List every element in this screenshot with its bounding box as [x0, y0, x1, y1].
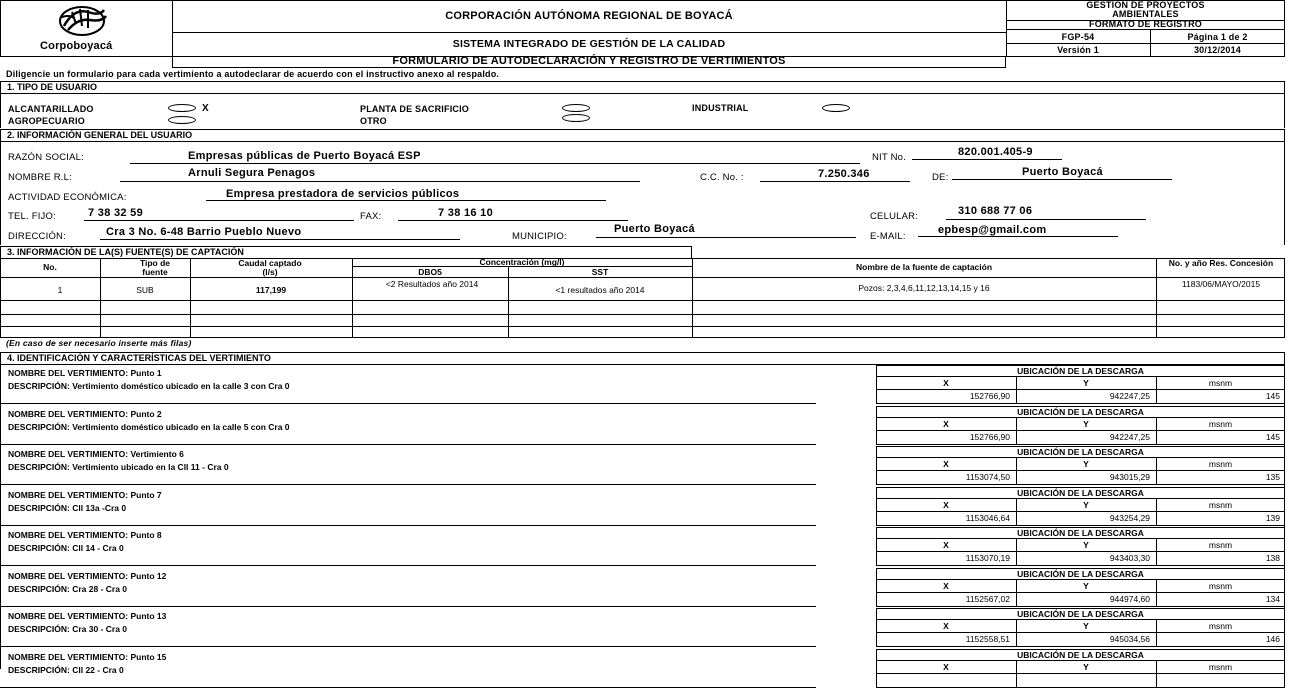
ubicacion-y-value[interactable]: 945034,56	[1109, 634, 1150, 644]
vertimiento-description[interactable]: DESCRIPCIÓN: Cll 22 - Cra 0	[8, 665, 124, 675]
ubicacion-x-header: X	[943, 500, 949, 510]
section1-title: 1. TIPO DE USUARIO	[0, 81, 1285, 94]
vertimiento-description[interactable]: DESCRIPCIÓN: Cll 14 - Cra 0	[8, 543, 124, 553]
ubicacion-msnm-value[interactable]: 139	[1265, 513, 1280, 523]
col-no: No.	[43, 262, 57, 272]
ubicacion-y-header: Y	[1083, 662, 1089, 672]
ubicacion-divider	[876, 417, 1285, 418]
col-concesion: No. y año Res. Concesión	[1168, 258, 1274, 268]
ubicacion-divider	[876, 592, 1285, 593]
ubicacion-msnm-value[interactable]: 145	[1265, 432, 1280, 442]
ubicacion-x-header: X	[943, 581, 949, 591]
form-date: 30/12/2014	[1193, 45, 1242, 55]
vertimiento-description[interactable]: DESCRIPCIÓN: Vertimiento doméstico ubicado en la calle 5 con Cra 0	[8, 422, 290, 432]
row-concesion: 1183/06/MAYO/2015	[1181, 279, 1261, 289]
otro-label: OTRO	[360, 116, 387, 126]
form-title: FORMULARIO DE AUTODECLARACIÓN Y REGISTRO DE VERTIMIENTOS	[392, 55, 786, 67]
vertimiento-description[interactable]: DESCRIPCIÓN: Vertimiento doméstico ubicado en la calle 3 con Cra 0	[8, 381, 290, 391]
section3-note: (En caso de ser necesario inserte más filas)	[6, 338, 192, 348]
ubicacion-y-header: Y	[1083, 459, 1089, 469]
row-nombre: Pozos: 2,3,4,6,11,12,13,14,15 y 16	[858, 283, 990, 293]
right-title-1: GESTIÓN DE PROYECTOS	[1086, 0, 1205, 10]
ubicacion-x-value[interactable]: 1153046,64	[965, 513, 1010, 523]
ubicacion-msnm-value[interactable]: 135	[1265, 472, 1280, 482]
ubicacion-divider	[876, 470, 1285, 471]
col-nombre: Nombre de la fuente de captación	[855, 262, 993, 272]
row-separator	[0, 606, 816, 607]
fax-label: FAX:	[360, 211, 382, 222]
ubicacion-y-header: Y	[1083, 621, 1089, 631]
corpoboyaca-logo-icon	[50, 4, 120, 38]
ubicacion-title: UBICACIÓN DE LA DESCARGA	[1017, 650, 1144, 660]
vertimiento-name[interactable]: NOMBRE DEL VERTIMIENTO: Punto 12	[8, 571, 167, 581]
ubicacion-divider	[876, 511, 1285, 512]
form-version: Versión 1	[1057, 45, 1099, 55]
ubicacion-msnm-header: msnm	[1208, 581, 1233, 591]
col-dbo: DBO5	[418, 267, 442, 277]
ubicacion-x-value[interactable]: 1153074,50	[965, 472, 1010, 482]
vertimiento-description[interactable]: DESCRIPCIÓN: Vertimiento ubicado en la Cll 11 - Cra 0	[8, 462, 229, 472]
ubicacion-divider	[876, 632, 1285, 633]
row-separator	[0, 525, 816, 526]
ubicacion-title: UBICACIÓN DE LA DESCARGA	[1017, 569, 1144, 579]
ubicacion-msnm-value[interactable]: 145	[1265, 391, 1280, 401]
dir-value[interactable]: Cra 3 No. 6-48 Barrio Pueblo Nuevo	[106, 226, 302, 238]
ubicacion-title: UBICACIÓN DE LA DESCARGA	[1017, 488, 1144, 498]
instruction-text: Diligencie un formulario para cada vertimiento a autodeclarar de acuerdo con el instructivo anexo al respaldo.	[6, 69, 500, 79]
row-separator	[0, 484, 816, 485]
ubicacion-msnm-header: msnm	[1208, 662, 1233, 672]
ubicacion-y-header: Y	[1083, 540, 1089, 550]
ubicacion-x-header: X	[943, 378, 949, 388]
ubicacion-title: UBICACIÓN DE LA DESCARGA	[1017, 447, 1144, 457]
ubicacion-y-value[interactable]: 942247,25	[1109, 432, 1150, 442]
ubicacion-title: UBICACIÓN DE LA DESCARGA	[1017, 528, 1144, 538]
ubicacion-msnm-header: msnm	[1208, 540, 1233, 550]
dir-label: DIRECCIÓN:	[8, 231, 66, 242]
ubicacion-divider	[876, 579, 1285, 580]
system-name: SISTEMA INTEGRADO DE GESTIÓN DE LA CALIDAD	[452, 38, 726, 50]
ubicacion-divider	[876, 430, 1285, 431]
ubicacion-msnm-header: msnm	[1208, 500, 1233, 510]
ubicacion-divider	[876, 538, 1285, 539]
cel-value[interactable]: 310 688 77 06	[958, 205, 1033, 217]
logo-text: Corpoboyacá	[40, 40, 113, 52]
vertimiento-name[interactable]: NOMBRE DEL VERTIMIENTO: Vertimiento 6	[8, 449, 184, 459]
otro-checkbox[interactable]	[562, 114, 590, 122]
ubicacion-x-header: X	[943, 662, 949, 672]
planta-checkbox[interactable]	[562, 104, 590, 112]
cc-label: C.C. No. :	[700, 172, 744, 183]
ubicacion-msnm-value[interactable]: 134	[1265, 594, 1280, 604]
act-value[interactable]: Empresa prestadora de servicios públicos	[226, 188, 460, 200]
ubicacion-msnm-header: msnm	[1208, 621, 1233, 631]
fax-value[interactable]: 7 38 16 10	[438, 207, 493, 219]
alcantarillado-checkbox[interactable]	[168, 104, 196, 112]
ubicacion-title: UBICACIÓN DE LA DESCARGA	[1017, 609, 1144, 619]
org-name: CORPORACIÓN AUTÓNOMA REGIONAL DE BOYACÁ	[445, 10, 733, 22]
form-code: FGP-54	[1061, 32, 1095, 42]
cc-value[interactable]: 7.250.346	[818, 168, 870, 180]
col-tipo: Tipo de fuente	[139, 258, 171, 277]
razon-label: RAZÓN SOCIAL:	[8, 152, 84, 163]
act-label: ACTIVIDAD ECONÓMICA:	[8, 192, 127, 203]
agropecuario-checkbox[interactable]	[168, 116, 196, 124]
ubicacion-divider	[876, 551, 1285, 552]
tel-value[interactable]: 7 38 32 59	[88, 207, 143, 219]
ubicacion-x-value[interactable]: 152766,90	[969, 391, 1010, 401]
ubicacion-x-value[interactable]: 1153070,19	[965, 553, 1010, 563]
vertimiento-name[interactable]: NOMBRE DEL VERTIMIENTO: Punto 15	[8, 652, 167, 662]
ubicacion-y-header: Y	[1083, 419, 1089, 429]
alcantarillado-mark: X	[202, 103, 209, 114]
ubicacion-y-header: Y	[1083, 581, 1089, 591]
ubicacion-divider	[876, 376, 1285, 377]
ubicacion-x-header: X	[943, 459, 949, 469]
rl-value[interactable]: Arnuli Segura Penagos	[188, 167, 316, 179]
ubicacion-y-value[interactable]: 943254,29	[1109, 513, 1150, 523]
industrial-checkbox[interactable]	[822, 104, 850, 112]
ubicacion-msnm-header: msnm	[1208, 419, 1233, 429]
vertimiento-name[interactable]: NOMBRE DEL VERTIMIENTO: Punto 8	[8, 530, 162, 540]
ubicacion-msnm-value[interactable]: 146	[1265, 634, 1280, 644]
rl-label: NOMBRE R.L:	[8, 172, 72, 183]
vertimiento-name[interactable]: NOMBRE DEL VERTIMIENTO: Punto 13	[8, 611, 167, 621]
nit-value[interactable]: 820.001.405-9	[958, 146, 1033, 158]
agropecuario-label: AGROPECUARIO	[8, 116, 85, 126]
de-value[interactable]: Puerto Boyacá	[1022, 166, 1103, 178]
row-separator	[0, 687, 816, 688]
row-tipo: SUB	[136, 285, 154, 295]
ubicacion-msnm-value[interactable]: 138	[1265, 553, 1280, 563]
ubicacion-x-header: X	[943, 540, 949, 550]
row-separator	[0, 403, 816, 404]
row-separator	[0, 565, 816, 566]
alcantarillado-label: ALCANTARILLADO	[8, 104, 94, 114]
ubicacion-x-value[interactable]: 1152558,51	[965, 634, 1010, 644]
col-conc: Concentración (mg/l)	[479, 257, 565, 267]
col-sst: SST	[591, 267, 609, 277]
section4-title: 4. IDENTIFICACIÓN Y CARACTERÍSTICAS DEL VERTIMIENTO	[0, 352, 1285, 365]
row-sst: <1 resultados año 2014	[555, 285, 645, 295]
right-title-3: FORMATO DE REGISTRO	[1089, 19, 1202, 29]
vertimiento-name[interactable]: NOMBRE DEL VERTIMIENTO: Punto 1	[8, 368, 162, 378]
tel-label: TEL. FIJO:	[8, 211, 56, 222]
ubicacion-x-value[interactable]: 1152567,02	[965, 594, 1010, 604]
ubicacion-y-value[interactable]: 944974,60	[1109, 594, 1150, 604]
ubicacion-divider	[876, 673, 1285, 674]
ubicacion-title: UBICACIÓN DE LA DESCARGA	[1017, 407, 1144, 417]
vertimiento-name[interactable]: NOMBRE DEL VERTIMIENTO: Punto 2	[8, 409, 162, 419]
ubicacion-y-value[interactable]: 943015,29	[1109, 472, 1150, 482]
vertimiento-name[interactable]: NOMBRE DEL VERTIMIENTO: Punto 7	[8, 490, 162, 500]
section2-title: 2. INFORMACIÓN GENERAL DEL USUARIO	[0, 129, 1285, 142]
ubicacion-title: UBICACIÓN DE LA DESCARGA	[1017, 366, 1144, 376]
row-dbo: <2 Resultados año 2014	[385, 279, 479, 289]
cel-label: CELULAR:	[870, 211, 919, 222]
ubicacion-y-value[interactable]: 942247,25	[1109, 391, 1150, 401]
ubicacion-divider	[876, 619, 1285, 620]
email-value[interactable]: epbesp@gmail.com	[938, 224, 1047, 236]
ubicacion-x-value[interactable]: 152766,90	[969, 432, 1010, 442]
right-title-2: AMBIENTALES	[1112, 9, 1179, 19]
row-no: 1	[57, 285, 63, 295]
row-separator	[0, 646, 816, 647]
mun-label: MUNICIPIO:	[512, 231, 567, 242]
de-label: DE:	[932, 172, 949, 183]
vertimiento-description[interactable]: DESCRIPCIÓN: Cra 30 - Cra 0	[8, 624, 128, 634]
ubicacion-y-header: Y	[1083, 500, 1089, 510]
ubicacion-msnm-header: msnm	[1208, 459, 1233, 469]
nit-label: NIT No.	[872, 152, 906, 163]
section3-title: 3. INFORMACIÓN DE LA(S) FUENTE(S) DE CAPTACIÓN	[0, 246, 692, 259]
ubicacion-y-value[interactable]: 943403,30	[1109, 553, 1150, 563]
ubicacion-y-header: Y	[1083, 378, 1089, 388]
ubicacion-divider	[876, 457, 1285, 458]
industrial-label: INDUSTRIAL	[692, 103, 749, 113]
planta-label: PLANTA DE SACRIFICIO	[360, 104, 469, 114]
ubicacion-x-header: X	[943, 621, 949, 631]
mun-value[interactable]: Puerto Boyacá	[614, 223, 695, 235]
ubicacion-x-header: X	[943, 419, 949, 429]
ubicacion-msnm-header: msnm	[1208, 378, 1233, 388]
razon-value[interactable]: Empresas públicas de Puerto Boyacá ESP	[188, 150, 421, 162]
col-caudal: Caudal captado (l/s)	[238, 258, 302, 277]
ubicacion-divider	[876, 498, 1285, 499]
row-caudal: 117,199	[255, 285, 287, 295]
vertimiento-description[interactable]: DESCRIPCIÓN: Cll 13a -Cra 0	[8, 503, 127, 513]
vertimiento-description[interactable]: DESCRIPCIÓN: Cra 28 - Cra 0	[8, 584, 128, 594]
row-separator	[0, 444, 816, 445]
form-page: Página 1 de 2	[1187, 32, 1248, 42]
ubicacion-divider	[876, 389, 1285, 390]
email-label: E-MAIL:	[870, 231, 906, 242]
ubicacion-divider	[876, 660, 1285, 661]
